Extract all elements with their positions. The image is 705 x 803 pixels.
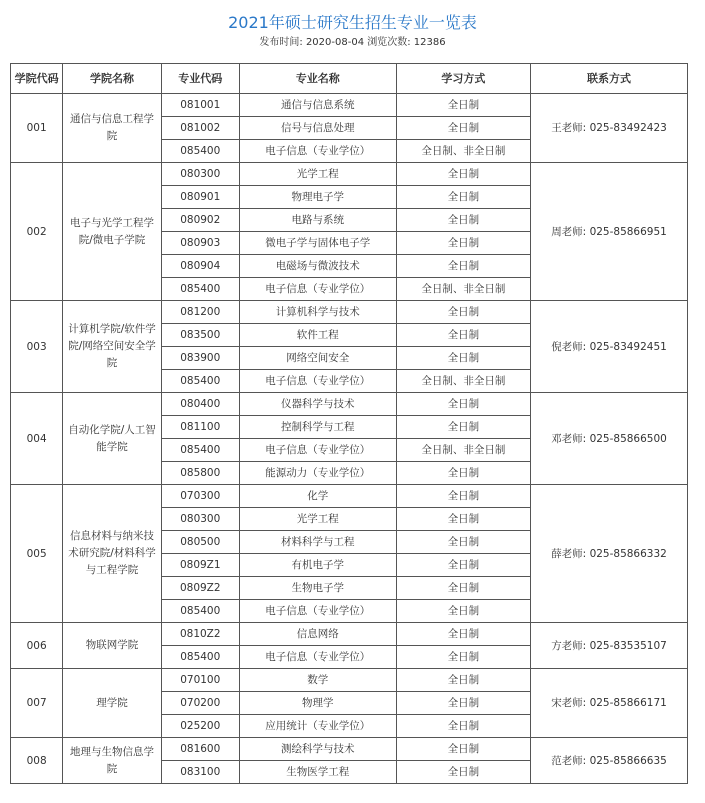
major-code-cell: 081600: [161, 738, 239, 761]
table-row: [11, 94, 688, 117]
major-name-cell: 电子信息（专业学位）: [239, 278, 396, 301]
study-mode-cell: 全日制: [396, 669, 530, 692]
major-name-cell: 电子信息（专业学位）: [239, 370, 396, 393]
college-name-cell: 自动化学院/人工智能学院: [63, 393, 161, 485]
major-code-cell: 080500: [161, 531, 239, 554]
college-code-cell: 003: [11, 301, 63, 393]
header-major-code: 专业代码: [161, 64, 239, 94]
college-code-cell: 008: [11, 738, 63, 784]
study-mode-cell: 全日制: [396, 347, 530, 370]
study-mode-cell: 全日制、非全日制: [396, 439, 530, 462]
major-code-cell: 0810Z2: [161, 623, 239, 646]
study-mode-cell: 全日制: [396, 738, 530, 761]
header-study-mode: 学习方式: [396, 64, 530, 94]
college-name-cell: 理学院: [63, 669, 161, 738]
major-name-cell: 网络空间安全: [239, 347, 396, 370]
major-name-cell: 信号与信息处理: [239, 117, 396, 140]
major-code-cell: 070300: [161, 485, 239, 508]
major-name-cell: 电磁场与微波技术: [239, 255, 396, 278]
major-code-cell: 081100: [161, 416, 239, 439]
study-mode-cell: 全日制: [396, 255, 530, 278]
major-name-cell: 电子信息（专业学位）: [239, 439, 396, 462]
study-mode-cell: 全日制、非全日制: [396, 370, 530, 393]
study-mode-cell: 全日制、非全日制: [396, 278, 530, 301]
major-code-cell: 081002: [161, 117, 239, 140]
major-code-cell: 070200: [161, 692, 239, 715]
study-mode-cell: 全日制: [396, 692, 530, 715]
major-name-cell: 仪器科学与技术: [239, 393, 396, 416]
contact-cell: 周老师: 025-85866951: [531, 163, 688, 301]
major-name-cell: 化学: [239, 485, 396, 508]
major-name-cell: 电子信息（专业学位）: [239, 140, 396, 163]
major-name-cell: 计算机科学与技术: [239, 301, 396, 324]
major-code-cell: 085400: [161, 370, 239, 393]
major-code-cell: 083100: [161, 761, 239, 784]
study-mode-cell: 全日制: [396, 416, 530, 439]
college-name-cell: 物联网学院: [63, 623, 161, 669]
major-code-cell: 081001: [161, 94, 239, 117]
major-name-cell: 生物电子学: [239, 577, 396, 600]
study-mode-cell: 全日制: [396, 485, 530, 508]
major-code-cell: 085400: [161, 439, 239, 462]
contact-cell: 方老师: 025-83535107: [531, 623, 688, 669]
header-college-code: 学院代码: [11, 64, 63, 94]
major-name-cell: 光学工程: [239, 163, 396, 186]
study-mode-cell: 全日制: [396, 186, 530, 209]
major-name-cell: 材料科学与工程: [239, 531, 396, 554]
study-mode-cell: 全日制: [396, 646, 530, 669]
major-code-cell: 080300: [161, 508, 239, 531]
major-code-cell: 080904: [161, 255, 239, 278]
major-name-cell: 电子信息（专业学位）: [239, 646, 396, 669]
table-header-row: [11, 64, 688, 94]
college-code-cell: 002: [11, 163, 63, 301]
study-mode-cell: 全日制: [396, 393, 530, 416]
study-mode-cell: 全日制: [396, 508, 530, 531]
table-row: [11, 163, 688, 186]
major-code-cell: 083900: [161, 347, 239, 370]
college-code-cell: 004: [11, 393, 63, 485]
major-name-cell: 应用统计（专业学位）: [239, 715, 396, 738]
majors-table: [10, 63, 688, 784]
major-code-cell: 070100: [161, 669, 239, 692]
major-name-cell: 测绘科学与技术: [239, 738, 396, 761]
major-code-cell: 025200: [161, 715, 239, 738]
college-code-cell: 007: [11, 669, 63, 738]
major-code-cell: 085400: [161, 278, 239, 301]
college-name-cell: 信息材料与纳米技术研究院/材料科学与工程学院: [63, 485, 161, 623]
major-code-cell: 080400: [161, 393, 239, 416]
college-code-cell: 005: [11, 485, 63, 623]
study-mode-cell: 全日制: [396, 715, 530, 738]
major-code-cell: 0809Z2: [161, 577, 239, 600]
study-mode-cell: 全日制: [396, 462, 530, 485]
college-code-cell: 001: [11, 94, 63, 163]
major-name-cell: 物理学: [239, 692, 396, 715]
contact-cell: 倪老师: 025-83492451: [531, 301, 688, 393]
major-name-cell: 电路与系统: [239, 209, 396, 232]
major-name-cell: 信息网络: [239, 623, 396, 646]
college-name-cell: 计算机学院/软件学院/网络空间安全学院: [63, 301, 161, 393]
major-code-cell: 085400: [161, 600, 239, 623]
contact-cell: 范老师: 025-85866635: [531, 738, 688, 784]
major-name-cell: 能源动力（专业学位）: [239, 462, 396, 485]
header-major-name: 专业名称: [239, 64, 396, 94]
major-code-cell: 0809Z1: [161, 554, 239, 577]
major-name-cell: 光学工程: [239, 508, 396, 531]
publish-meta: 发布时间: 2020-08-04 浏览次数: 12386: [259, 37, 446, 48]
major-code-cell: 085800: [161, 462, 239, 485]
table-row: [11, 485, 688, 508]
college-name-cell: 地理与生物信息学院: [63, 738, 161, 784]
major-name-cell: 软件工程: [239, 324, 396, 347]
study-mode-cell: 全日制: [396, 531, 530, 554]
table-row: [11, 301, 688, 324]
major-code-cell: 081200: [161, 301, 239, 324]
major-code-cell: 083500: [161, 324, 239, 347]
study-mode-cell: 全日制: [396, 301, 530, 324]
study-mode-cell: 全日制: [396, 600, 530, 623]
study-mode-cell: 全日制、非全日制: [396, 140, 530, 163]
major-code-cell: 080300: [161, 163, 239, 186]
college-name-cell: 通信与信息工程学院: [63, 94, 161, 163]
contact-cell: 薛老师: 025-85866332: [531, 485, 688, 623]
study-mode-cell: 全日制: [396, 761, 530, 784]
contact-cell: 王老师: 025-83492423: [531, 94, 688, 163]
contact-cell: 宋老师: 025-85866171: [531, 669, 688, 738]
study-mode-cell: 全日制: [396, 117, 530, 140]
major-code-cell: 080903: [161, 232, 239, 255]
major-code-cell: 085400: [161, 140, 239, 163]
table-row: [11, 669, 688, 692]
study-mode-cell: 全日制: [396, 163, 530, 186]
table-body: [11, 94, 688, 784]
major-code-cell: 080902: [161, 209, 239, 232]
study-mode-cell: 全日制: [396, 554, 530, 577]
major-name-cell: 生物医学工程: [239, 761, 396, 784]
major-name-cell: 有机电子学: [239, 554, 396, 577]
major-code-cell: 085400: [161, 646, 239, 669]
college-name-cell: 电子与光学工程学院/微电子学院: [63, 163, 161, 301]
header-college-name: 学院名称: [63, 64, 161, 94]
study-mode-cell: 全日制: [396, 577, 530, 600]
table-row: [11, 623, 688, 646]
major-name-cell: 物理电子学: [239, 186, 396, 209]
college-code-cell: 006: [11, 623, 63, 669]
study-mode-cell: 全日制: [396, 232, 530, 255]
major-name-cell: 通信与信息系统: [239, 94, 396, 117]
contact-cell: 邓老师: 025-85866500: [531, 393, 688, 485]
table-row: [11, 738, 688, 761]
major-name-cell: 微电子学与固体电子学: [239, 232, 396, 255]
table-row: [11, 393, 688, 416]
major-name-cell: 控制科学与工程: [239, 416, 396, 439]
major-name-cell: 数学: [239, 669, 396, 692]
study-mode-cell: 全日制: [396, 94, 530, 117]
study-mode-cell: 全日制: [396, 209, 530, 232]
major-code-cell: 080901: [161, 186, 239, 209]
header-contact: 联系方式: [531, 64, 688, 94]
study-mode-cell: 全日制: [396, 324, 530, 347]
major-name-cell: 电子信息（专业学位）: [239, 600, 396, 623]
page-title: 2021年硕士研究生招生专业一览表: [228, 13, 477, 32]
study-mode-cell: 全日制: [396, 623, 530, 646]
